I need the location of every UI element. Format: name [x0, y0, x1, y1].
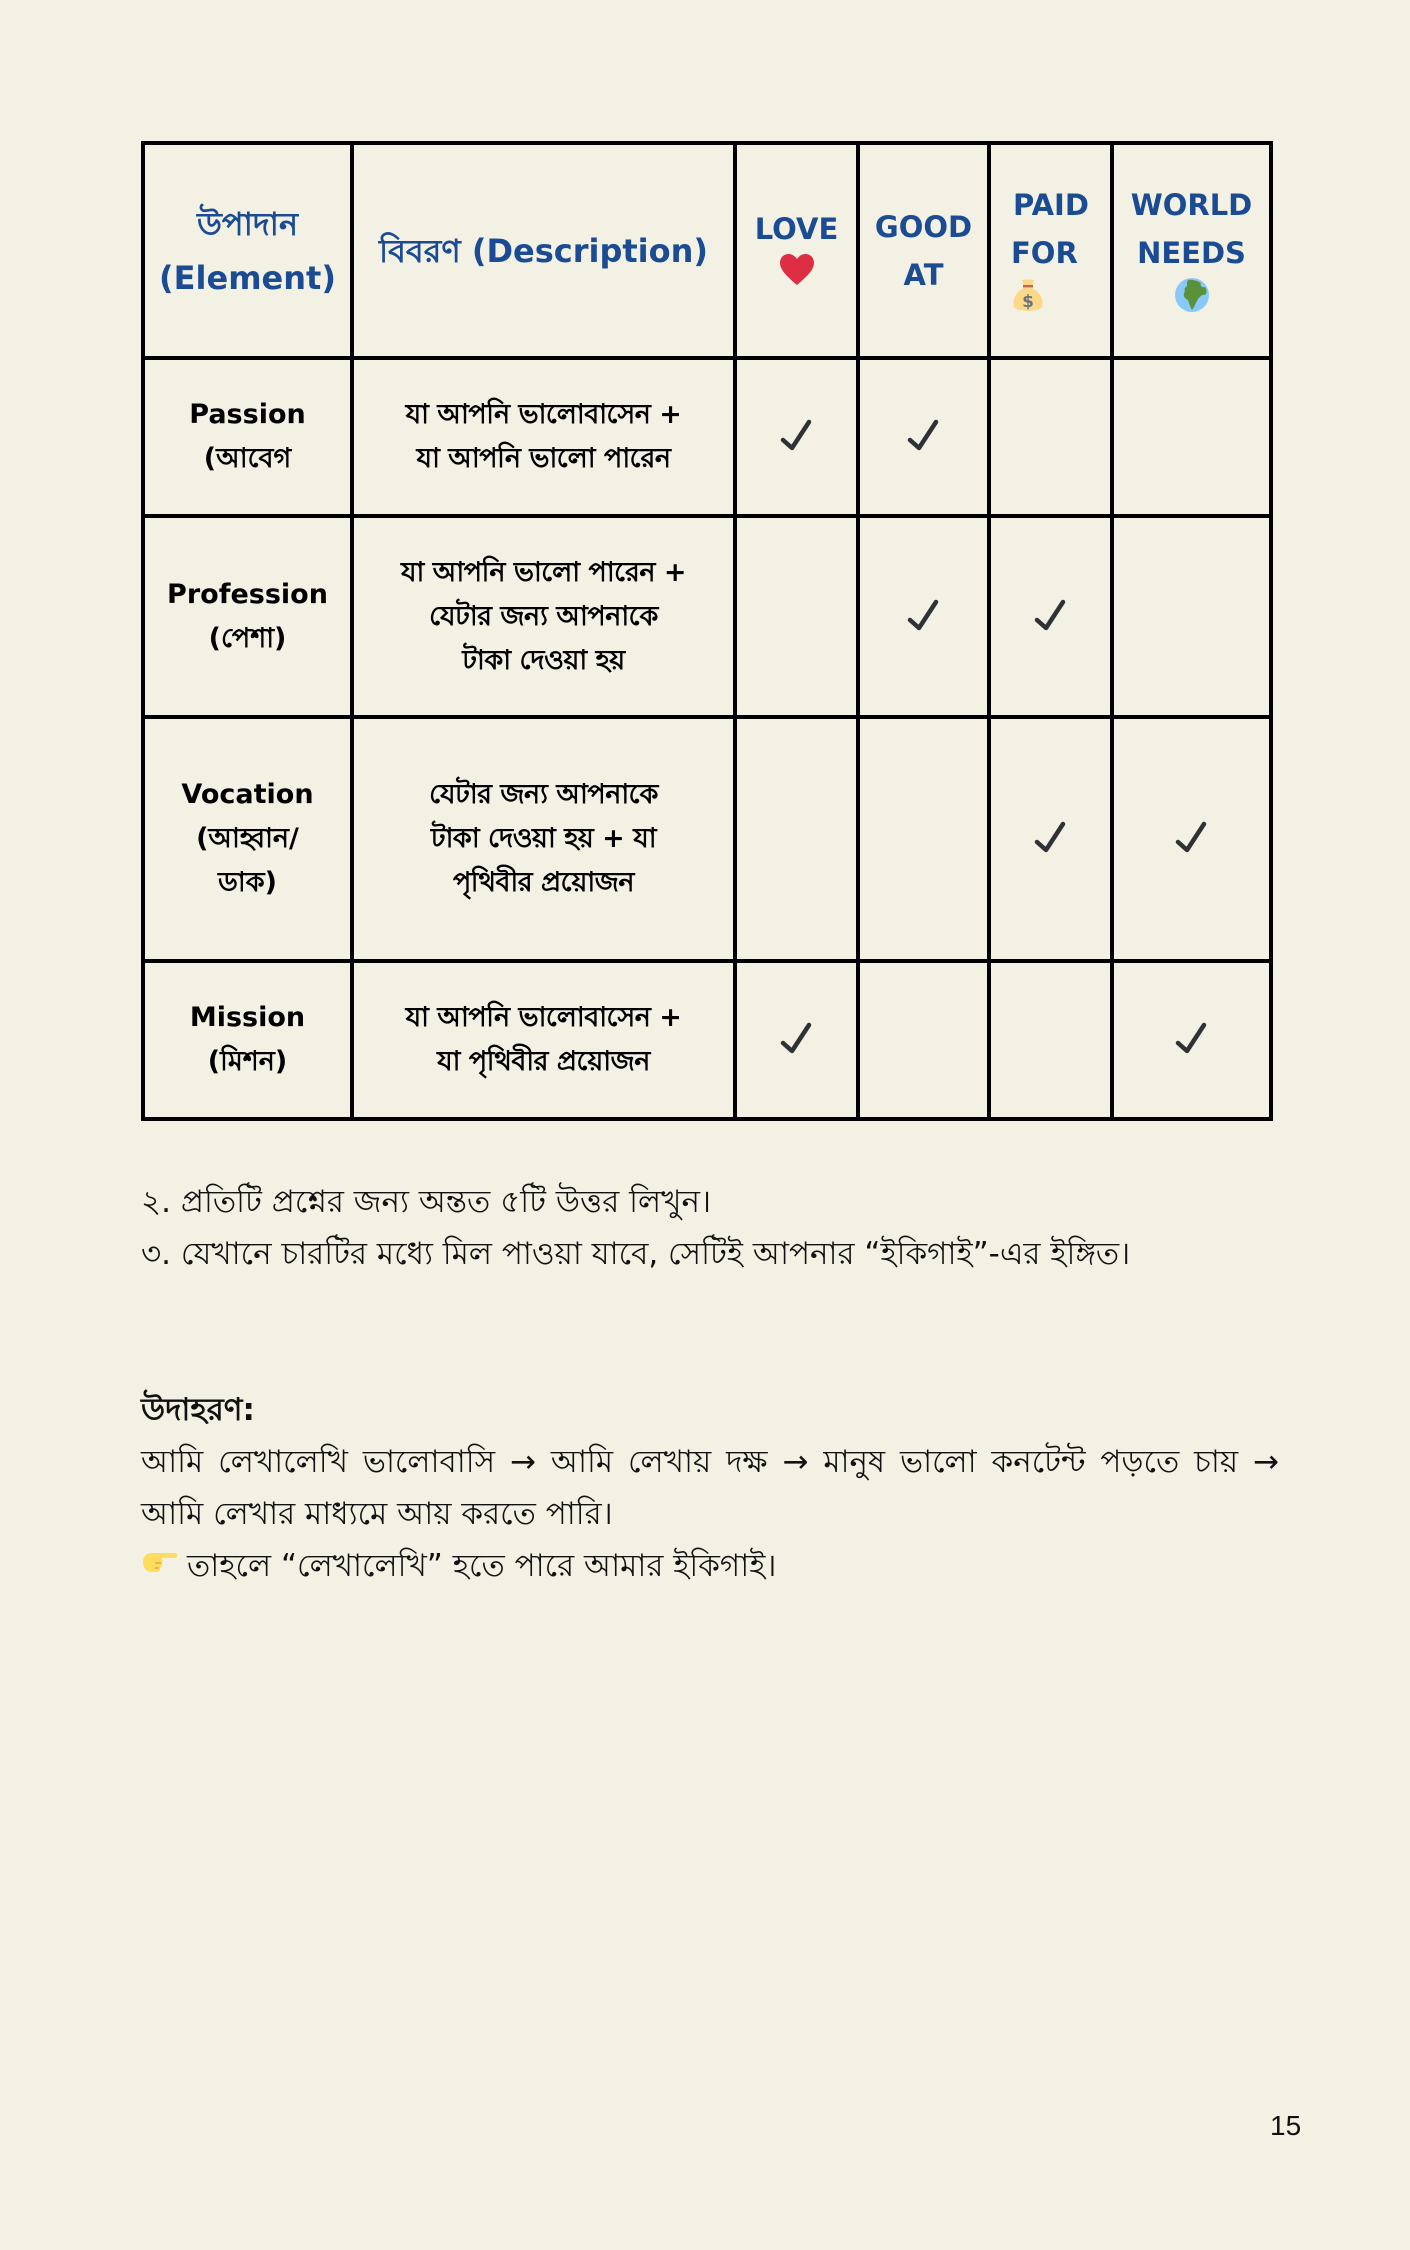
money-bag-icon	[1011, 277, 1104, 321]
cell-world-needs	[1112, 961, 1271, 1119]
check-icon	[1174, 1021, 1210, 1059]
row-element-english: Mission	[189, 1002, 306, 1033]
row-description-line: পৃথিবীর প্রয়োজন	[452, 867, 635, 898]
table-row-profession	[143, 516, 1271, 717]
cell-paid-for	[989, 717, 1112, 961]
page-number: 15	[1270, 2110, 1302, 2141]
row-description-line: যা পৃথিবীর প্রয়োজন	[437, 1046, 650, 1077]
row-description	[352, 717, 735, 961]
example-text: আমি লেখালেখি ভালোবাসি → আমি লেখায় দক্ষ → মানুষ ভালো কনটেন্ট পড়তে চায় → আমি লেখার মাধ্যমে আয় করতে পারি।	[141, 1444, 1279, 1532]
table-row-mission	[143, 961, 1271, 1119]
row-description-line: টাকা দেওয়া হয় + যা	[430, 823, 657, 854]
svg-text:$: $	[1022, 291, 1034, 312]
cell-love	[735, 717, 858, 961]
header-world-needs-line1: WORLD	[1130, 187, 1253, 222]
header-description	[352, 143, 735, 358]
table-header-row	[143, 143, 1271, 358]
conclusion-line	[141, 1540, 1279, 1594]
row-description	[352, 516, 735, 717]
row-element-english: Passion	[189, 399, 306, 430]
ikigai-table	[141, 141, 1273, 1121]
pointing-hand-icon	[141, 1542, 179, 1594]
check-icon	[779, 418, 815, 456]
header-paid-for-line2: FOR	[1011, 235, 1078, 270]
row-element-bangla: (পেশা)	[208, 622, 287, 654]
cell-world-needs	[1112, 358, 1271, 516]
globe-icon	[1120, 277, 1263, 321]
table-row-passion	[143, 358, 1271, 516]
check-icon	[779, 1021, 815, 1059]
check-icon	[906, 598, 942, 636]
cell-love	[735, 358, 858, 516]
row-element-bangla: (আহ্বান/	[196, 823, 299, 854]
step-3-text: ৩. যেখানে চারটির মধ্যে মিল পাওয়া যাবে, সেটিই আপনার “ইকিগাই”-এর ইঙ্গিত।	[141, 1236, 1131, 1272]
row-element-bangla: ডাক)	[218, 867, 277, 898]
cell-world-needs	[1112, 717, 1271, 961]
header-paid-for	[989, 143, 1112, 358]
header-element	[143, 143, 352, 358]
header-good-at-line2: AT	[903, 257, 944, 292]
check-icon	[1033, 598, 1069, 636]
cell-good-at	[858, 358, 989, 516]
cell-paid-for	[989, 961, 1112, 1119]
header-element-english: (Element)	[159, 258, 336, 297]
cell-love	[735, 516, 858, 717]
cell-paid-for	[989, 358, 1112, 516]
step-2-text: ২. প্রতিটি প্রশ্নের জন্য অন্তত ৫টি উত্তর লিখুন।	[141, 1184, 712, 1220]
conclusion-text: তাহলে “লেখালেখি” হতে পারে আমার ইকিগাই।	[187, 1548, 777, 1584]
row-description-line: যা আপনি ভালোবাসেন +	[405, 399, 682, 430]
row-element	[143, 358, 352, 516]
row-description	[352, 961, 735, 1119]
row-element-bangla: (আবেগ	[203, 443, 292, 474]
cell-world-needs	[1112, 516, 1271, 717]
cell-good-at	[858, 717, 989, 961]
header-world-needs	[1112, 143, 1271, 358]
row-description-line: টাকা দেওয়া হয়	[462, 644, 625, 676]
header-description-label: বিবরণ (Description)	[378, 231, 709, 270]
row-description-line: যা আপনি ভালোবাসেন +	[405, 1002, 682, 1033]
check-icon	[906, 418, 942, 456]
table-row-vocation	[143, 717, 1271, 961]
row-description-line: যা আপনি ভালো পারেন	[416, 443, 671, 474]
row-description-line: যেটার জন্য আপনাকে	[429, 600, 658, 632]
row-element	[143, 516, 352, 717]
header-element-bangla: উপাদান	[196, 204, 299, 243]
row-element-bangla: (মিশন)	[207, 1046, 288, 1077]
heart-icon	[743, 253, 850, 297]
header-good-at-line1: GOOD	[874, 209, 973, 244]
row-element	[143, 717, 352, 961]
row-element-english: Vocation	[181, 779, 314, 810]
cell-love	[735, 961, 858, 1119]
header-love-label: LOVE	[754, 211, 839, 246]
example-heading: উদাহরণ:	[141, 1392, 255, 1428]
row-description	[352, 358, 735, 516]
check-icon	[1174, 820, 1210, 858]
row-description-line: যা আপনি ভালো পারেন +	[401, 556, 686, 588]
header-love	[735, 143, 858, 358]
check-icon	[1033, 820, 1069, 858]
row-description-line: যেটার জন্য আপনাকে	[429, 779, 658, 810]
row-element	[143, 961, 352, 1119]
header-paid-for-line1: PAID	[1013, 187, 1089, 222]
cell-good-at	[858, 961, 989, 1119]
cell-good-at	[858, 516, 989, 717]
header-world-needs-line2: NEEDS	[1137, 235, 1246, 270]
header-good-at	[858, 143, 989, 358]
row-element-english: Profession	[167, 578, 328, 610]
cell-paid-for	[989, 516, 1112, 717]
